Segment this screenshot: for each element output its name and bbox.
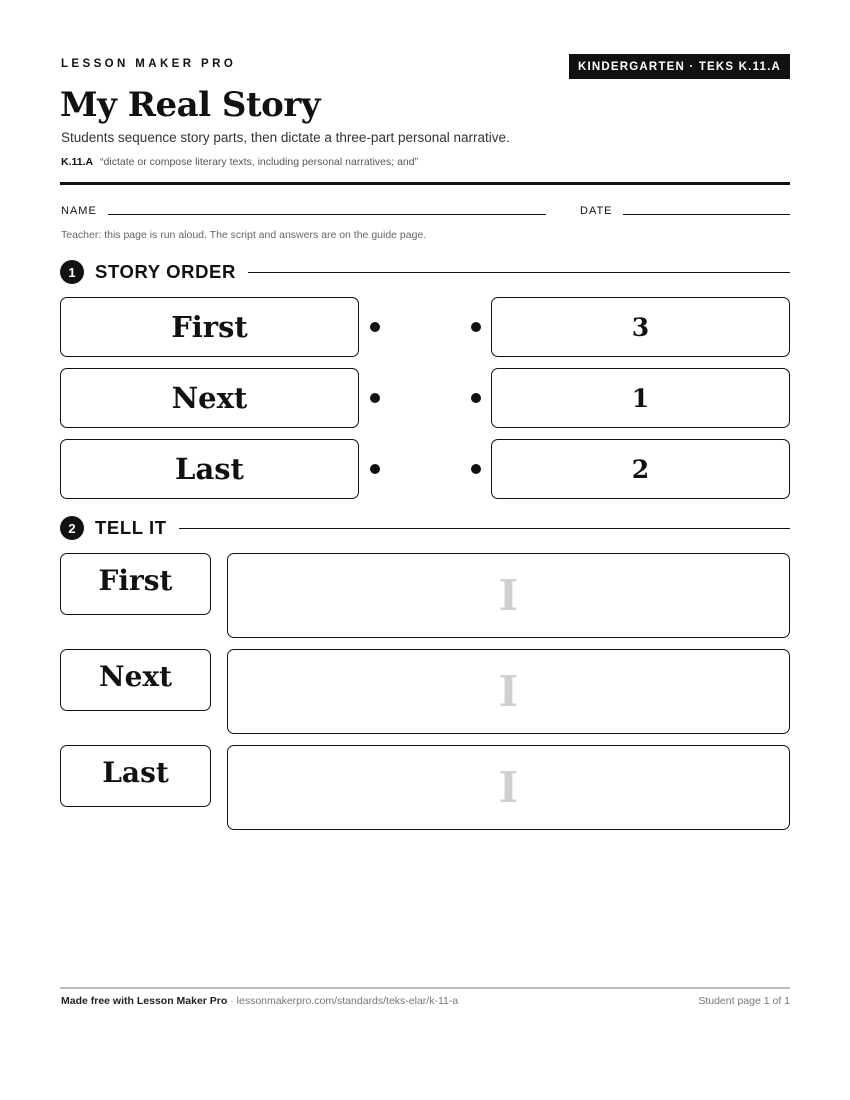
footer-url[interactable]: · lessonmakerpro.com/standards/teks-elar/k-11-a (227, 995, 459, 1007)
section-number-badge: 2 (60, 516, 84, 540)
brand-wordmark: LESSON MAKER PRO (61, 58, 237, 70)
section-title: TELL IT (95, 517, 167, 538)
header-divider (60, 182, 790, 185)
section-rule (179, 528, 790, 529)
order-left-box[interactable]: Last (60, 439, 359, 499)
match-dot-left[interactable] (370, 393, 380, 403)
order-right-box[interactable]: 2 (491, 439, 790, 499)
footer-divider (60, 987, 790, 989)
text-cursor-icon: I (498, 763, 519, 812)
text-cursor-icon: I (498, 667, 519, 716)
section-story-order-header (60, 260, 790, 284)
match-dot-right[interactable] (471, 322, 481, 332)
order-right-box[interactable]: 1 (491, 368, 790, 428)
page-title: My Real Story (60, 85, 321, 125)
standard-reference (61, 156, 418, 168)
section-title: STORY ORDER (95, 261, 236, 282)
section-number-badge: 1 (60, 260, 84, 284)
name-label: NAME (61, 205, 97, 217)
dictation-area[interactable] (227, 649, 790, 734)
dictation-area[interactable] (227, 745, 790, 830)
text-cursor-icon: I (498, 571, 519, 620)
footer-page-number: Student page 1 of 1 (698, 995, 790, 1007)
footer-credit (61, 995, 458, 1007)
tell-row-label: First (60, 553, 211, 615)
order-left-box[interactable]: Next (60, 368, 359, 428)
match-dot-right[interactable] (471, 464, 481, 474)
dictation-area[interactable] (227, 553, 790, 638)
match-dot-right[interactable] (471, 393, 481, 403)
section-tell-it-header (60, 516, 790, 540)
page-subtitle: Students sequence story parts, then dictate a three-part personal narrative. (61, 130, 510, 145)
tell-row-label: Next (60, 649, 211, 711)
match-dot-left[interactable] (370, 464, 380, 474)
order-left-box[interactable]: First (60, 297, 359, 357)
name-field[interactable] (108, 214, 546, 215)
standard-code: K.11.A (61, 156, 94, 168)
date-field[interactable] (623, 214, 790, 215)
grade-standard-badge: KINDERGARTEN · TEKS K.11.A (569, 54, 790, 79)
section-rule (248, 272, 790, 273)
footer-made-with: Made free with Lesson Maker Pro (61, 995, 228, 1007)
match-dot-left[interactable] (370, 322, 380, 332)
standard-text: “dictate or compose literary texts, including personal narratives; and” (100, 156, 419, 168)
teacher-note: Teacher: this page is run aloud. The script and answers are on the guide page. (61, 229, 427, 241)
tell-row-label: Last (60, 745, 211, 807)
order-right-box[interactable]: 3 (491, 297, 790, 357)
date-label: DATE (580, 205, 613, 217)
